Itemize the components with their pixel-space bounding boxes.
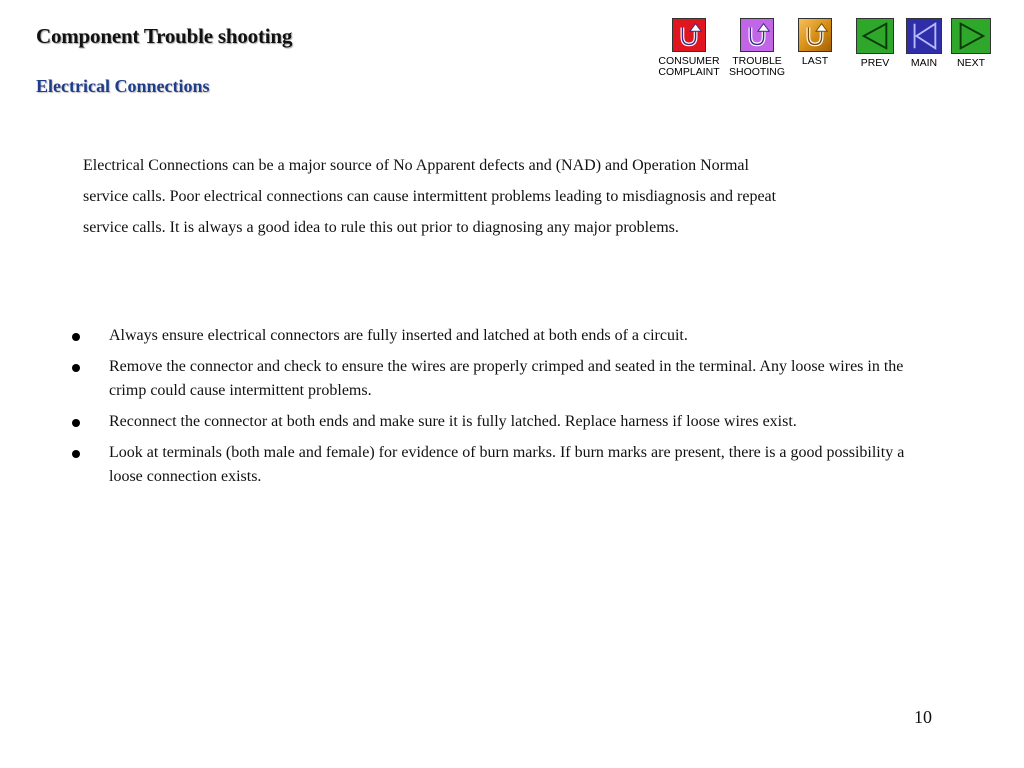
- trouble-shooting-button[interactable]: [724, 18, 790, 78]
- main-label: MAIN: [910, 57, 938, 69]
- prev-button[interactable]: [855, 18, 895, 69]
- page-number: 10: [914, 707, 932, 727]
- intro-line: Electrical Connections can be a major source of No Apparent defects and (NAD) and Operation Normal: [83, 157, 749, 174]
- next-button[interactable]: [950, 18, 992, 69]
- triangle-left-icon: [856, 18, 894, 54]
- bullet-icon: [72, 419, 80, 427]
- list-item: [72, 355, 932, 403]
- list-item-text: Always ensure electrical connectors are fully inserted and latched at both ends of a circuit.: [109, 327, 688, 344]
- last-label: LAST: [801, 55, 829, 67]
- list-item-text: Reconnect the connector at both ends and make sure it is fully latched. Replace harness if loose wires exist.: [109, 413, 797, 430]
- prev-label: PREV: [860, 57, 890, 69]
- page-title: Component Trouble shooting: [36, 24, 293, 48]
- page-subtitle: Electrical Connections: [36, 76, 210, 96]
- triangle-right-icon: [951, 18, 991, 54]
- trouble-shooting-label-line1: TROUBLE: [732, 55, 782, 67]
- consumer-complaint-label-line2: COMPLAINT: [658, 66, 720, 78]
- bullet-icon: [72, 450, 80, 458]
- intro-paragraph: [83, 150, 943, 243]
- bullet-icon: [72, 364, 80, 372]
- list-item-text: Remove the connector and check to ensure the wires are properly crimped and seated in the terminal. Any loose wires in the crimp could cause intermittent problems.: [109, 358, 904, 399]
- intro-line: service calls. Poor electrical connections can cause intermittent problems leading to misdiagnosis and repeat: [83, 188, 777, 205]
- u-turn-icon: [798, 18, 832, 52]
- consumer-complaint-label-line1: CONSUMER: [658, 55, 720, 67]
- u-turn-icon: [672, 18, 706, 52]
- list-item: [72, 324, 932, 348]
- intro-line: service calls. It is always a good idea to rule this out prior to diagnosing any major problems.: [83, 219, 679, 236]
- consumer-complaint-button[interactable]: [654, 18, 724, 78]
- list-item: [72, 410, 932, 434]
- next-label: NEXT: [956, 57, 985, 69]
- list-item-text: Look at terminals (both male and female) for evidence of burn marks. If burn marks are present, there is a good possibility a loose connection exists.: [109, 444, 905, 485]
- skip-back-icon: [906, 18, 942, 54]
- bullet-list: [72, 324, 932, 496]
- main-button[interactable]: [904, 18, 944, 69]
- list-item: [72, 441, 932, 489]
- trouble-shooting-label-line2: SHOOTING: [728, 66, 785, 78]
- bullet-icon: [72, 333, 80, 341]
- u-turn-icon: [740, 18, 774, 52]
- navigation-bar: [650, 18, 1000, 88]
- last-button[interactable]: [795, 18, 835, 67]
